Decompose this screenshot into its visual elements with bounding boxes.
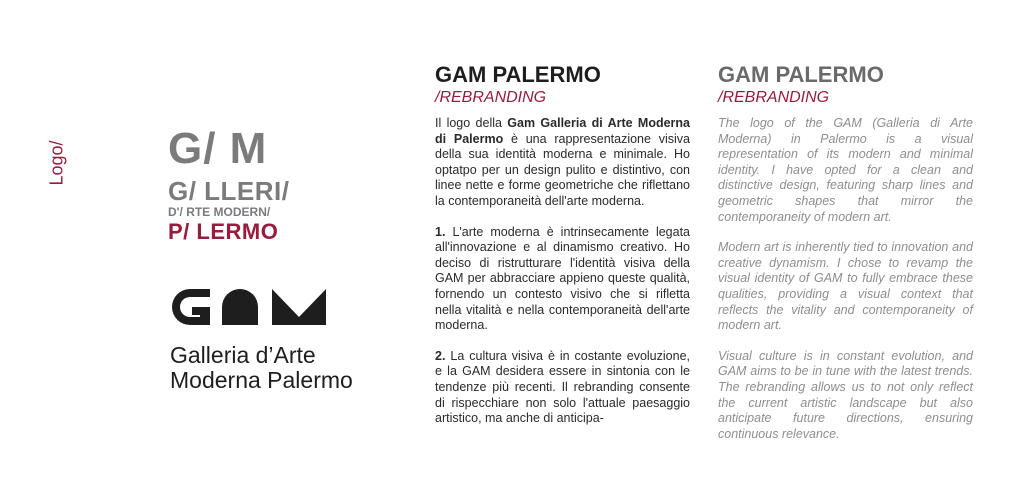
p1-bold-name: Gam Galleria di Arte Moderna di Palermo <box>435 116 691 146</box>
english-paragraph-2: Modern art is inherently tied to innovation and creative dynamism. I chose to revamp the visual identity of GAM to fully embrace these qualities, providing a visual context that reflects the vitality and contemporaneity of modern art. <box>718 240 973 333</box>
italian-column <box>435 62 690 442</box>
p1-lead: Il logo della <box>435 116 508 130</box>
logo-side-label-text: Logo/ <box>46 140 67 186</box>
p2-text: L'arte moderna è intrinsecamente legata all'innovazione e al dinamismo creativo. Ho deciso di ristrutturare l'identità visiva della GAM per abbracciare appieno queste qualità, fornendo un contesto visivo che si rifletta nella vitalità e nella contemporaneità dell'arte moderna. <box>435 224 690 333</box>
p2-number: 1. <box>435 224 446 239</box>
old-logo-line2: G/ LLERI/ <box>168 176 290 206</box>
italian-paragraph-2 <box>435 225 690 334</box>
english-paragraph-3: Visual culture is in constant evolution, and GAM aims to be in tune with the latest trends. The rebranding allows us to not only reflect the current artistic landscape but also anticipate future directions, ensuring continuous relevance. <box>718 348 973 441</box>
english-title: GAM PALERMO <box>718 62 884 87</box>
italian-title: GAM PALERMO <box>435 62 601 87</box>
logo-side-label <box>42 128 72 198</box>
old-logo-line1: G/ M <box>168 124 268 173</box>
new-logo <box>170 287 353 393</box>
english-column <box>718 62 973 457</box>
wordmark-line1: Galleria d’Arte <box>170 342 316 368</box>
p3-number: 2. <box>435 348 446 363</box>
old-logo <box>168 124 318 244</box>
p3-text: La cultura visiva è in costante evoluzione, e la GAM desidera essere in sintonia con le tendenze più recenti. Il rebranding consente di rispecchiare non solo l'attuale paesaggio artistico, ma anche di anticipa- <box>435 348 690 426</box>
italian-subtitle: /REBRANDING <box>435 89 547 106</box>
p1-rest: è una rappresentazione visiva della sua identità moderna e minimale. Ho optatpo per un design pulito e distintivo, con linee nette e forme geometriche che riflettano la contemporaneità dell'arte moderna. <box>435 131 690 208</box>
new-logo-wordmark <box>170 343 353 393</box>
wordmark-line2: Moderna Palermo <box>170 367 353 393</box>
italian-paragraph-3 <box>435 349 690 427</box>
old-logo-line4: P/ LERMO <box>168 219 279 244</box>
english-paragraph-1: The logo of the GAM (Galleria di Arte Moderna) in Palermo is a visual representation of its modern and minimal identity. I have opted for a clean and distinctive design, featuring sharp lines and geometric shapes that mirror the contemporaneity of modern art. <box>718 116 973 224</box>
old-logo-line3: D'/ RTE MODERN/ <box>168 205 271 219</box>
italian-paragraph-1 <box>435 116 690 210</box>
english-subtitle: /REBRANDING <box>718 89 830 106</box>
gam-logo-mark <box>170 287 328 327</box>
